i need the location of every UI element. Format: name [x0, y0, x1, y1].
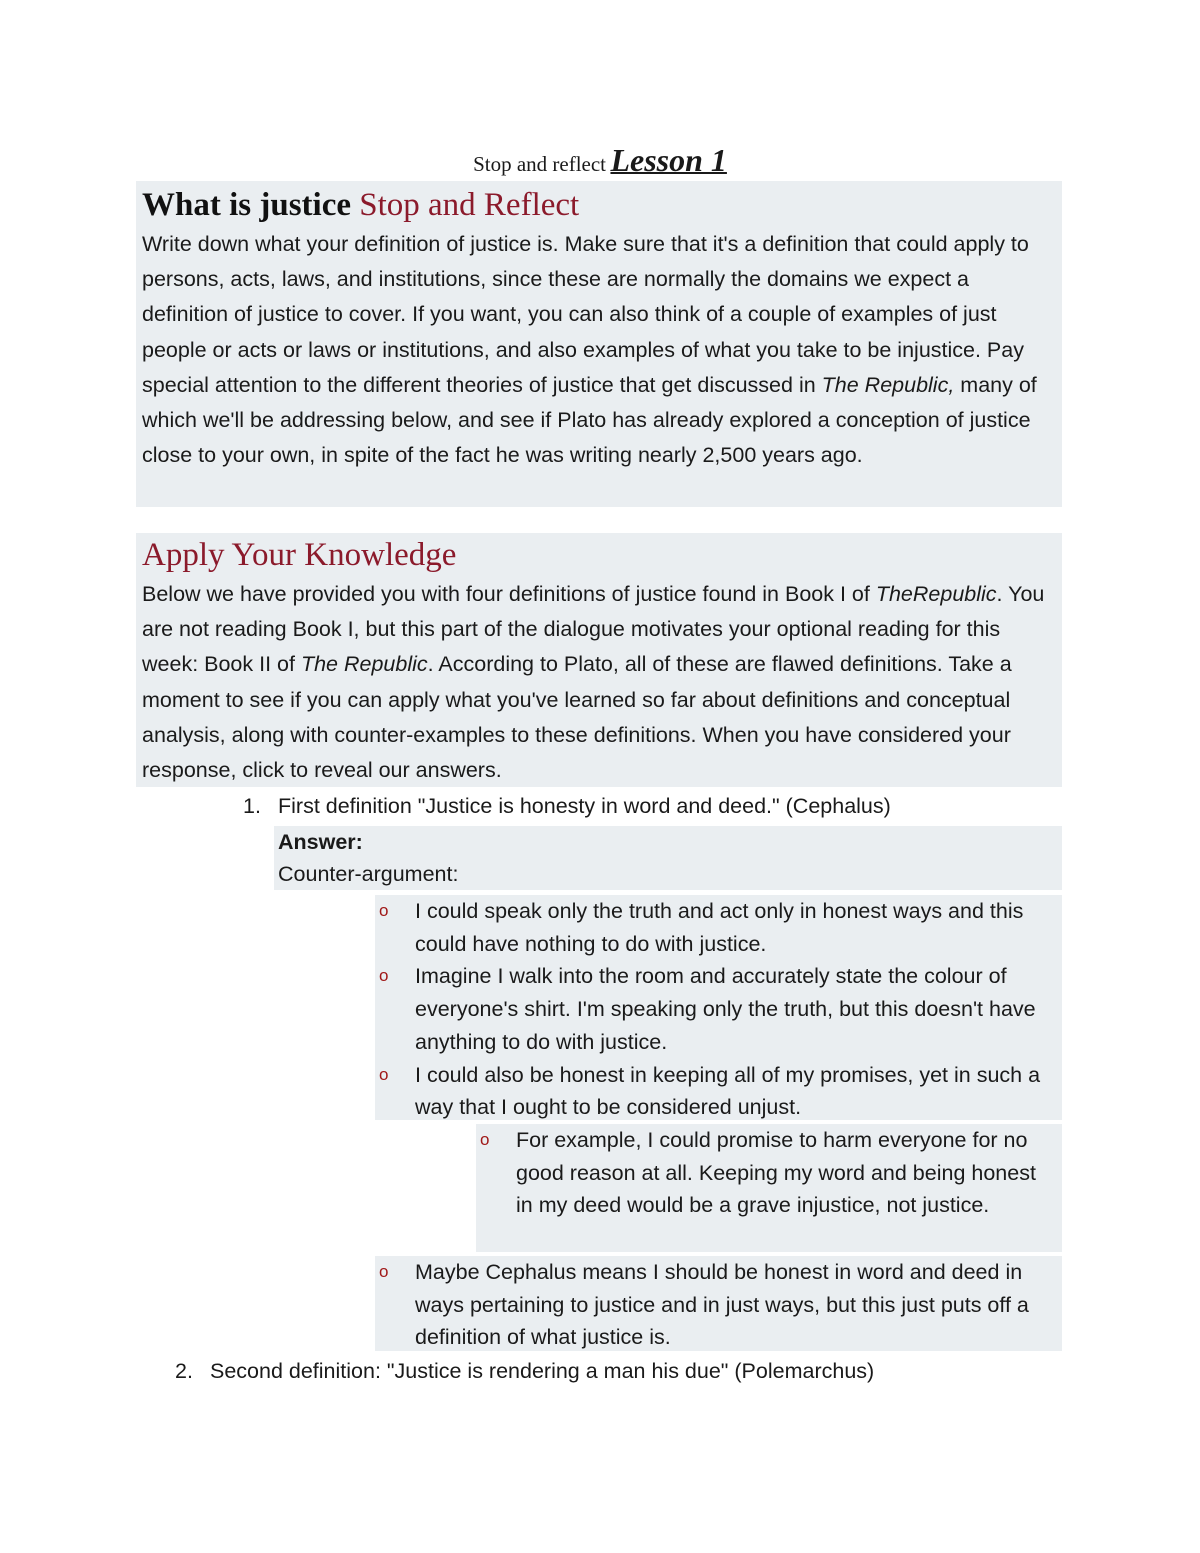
bullet-icon: o — [379, 901, 389, 920]
list-item — [375, 960, 1062, 1058]
bullet-text: Imagine I walk into the room and accurately state the colour of everyone's shirt. I'm speaking only the truth, but this doesn't have anything to do with justice. — [415, 964, 1036, 1054]
bullet-icon: o — [379, 966, 389, 986]
section1-heading — [136, 183, 1062, 227]
s2-italic-therepublic: TheRepublic — [875, 582, 997, 606]
bullet-icon: o — [379, 1262, 389, 1281]
list-item — [375, 895, 1062, 960]
bullet-list-a — [375, 895, 1062, 1120]
answer-box[interactable] — [274, 826, 1062, 890]
bullet-icon: o — [379, 1064, 389, 1084]
bullet-list-b — [375, 1256, 1062, 1351]
answer-label: Answer: — [278, 830, 363, 854]
heading-what-is-justice: What is justice — [142, 187, 351, 223]
item-1-number: 1. — [243, 794, 261, 818]
s2-text-a: Below we have provided you with four definitions of justice found in Book I of — [142, 582, 876, 606]
item-2-number: 2. — [175, 1359, 193, 1383]
counter-argument-label: Counter-argument: — [278, 862, 459, 886]
sub-bullet-box — [476, 1124, 1062, 1252]
list-item — [476, 1124, 1062, 1222]
item-2-text: Second definition: "Justice is rendering a man his due" (Polemarchus) — [210, 1359, 875, 1383]
list-item — [375, 1256, 1062, 1354]
s1-text-b: many of which we'll be addressing below, and see if Plato has already explored a conception of justice close to your own, in spite of the fact he was writing nearly 2,500 years ago. — [142, 372, 1037, 468]
list-item-2 — [175, 1355, 1055, 1388]
page-title — [0, 142, 1200, 179]
list-item — [375, 1059, 1062, 1124]
s1-italic-republic: The Republic, — [821, 372, 955, 397]
bullet-text: Maybe Cephalus means I should be honest in word and deed in ways pertaining to justice and in just ways, but this just puts off a definition of what justice is. — [415, 1260, 1029, 1350]
title-prefix: Stop and reflect — [473, 152, 607, 176]
s2-text-b: . You are not reading Book I, but this part of the dialogue motivates your optional reading for this week: Book II of — [142, 582, 1045, 677]
stop-reflect-panel — [136, 181, 1062, 507]
sub-bullet-text: For example, I could promise to harm everyone for no good reason at all. Keeping my word and being honest in my deed would be a grave injustice, not justice. — [516, 1128, 1036, 1218]
s2-text-c: . According to Plato, all of these are flawed definitions. Take a moment to see if you can apply what you've learned so far about definitions and conceptual analysis, along with counter-examples to these definitions. When you have considered your response, click to reveal our answers. — [142, 652, 1012, 783]
bullet-icon: o — [480, 1130, 490, 1149]
section2-paragraph — [136, 577, 1062, 788]
apply-knowledge-panel — [136, 533, 1062, 787]
lesson-title: Lesson 1 — [610, 142, 727, 178]
section1-paragraph — [136, 227, 1062, 473]
s1-text-a: Write down what your definition of justice is. Make sure that it's a definition that could apply to persons, acts, laws, and institutions, since these are normally the domains we expect a definition of justice to cover. If you want, you can also think of a couple of examples of just people or acts or laws or institutions, and also examples of what you take to be injustice. Pay special attention to the different theories of justice that get discussed in — [142, 232, 1029, 397]
item-1-text: First definition "Justice is honesty in word and deed." (Cephalus) — [278, 794, 891, 818]
bullet-text: I could also be honest in keeping all of my promises, yet in such a way that I ought to be considered unjust. — [415, 1062, 1041, 1120]
section2-heading: Apply Your Knowledge — [142, 537, 457, 573]
heading-stop-reflect: Stop and Reflect — [359, 187, 580, 223]
list-item-1 — [243, 790, 1043, 823]
s2-italic-republic: The Republic — [300, 652, 428, 677]
bullet-text: I could speak only the truth and act only in honest ways and this could have nothing to do with justice. — [415, 899, 1024, 956]
